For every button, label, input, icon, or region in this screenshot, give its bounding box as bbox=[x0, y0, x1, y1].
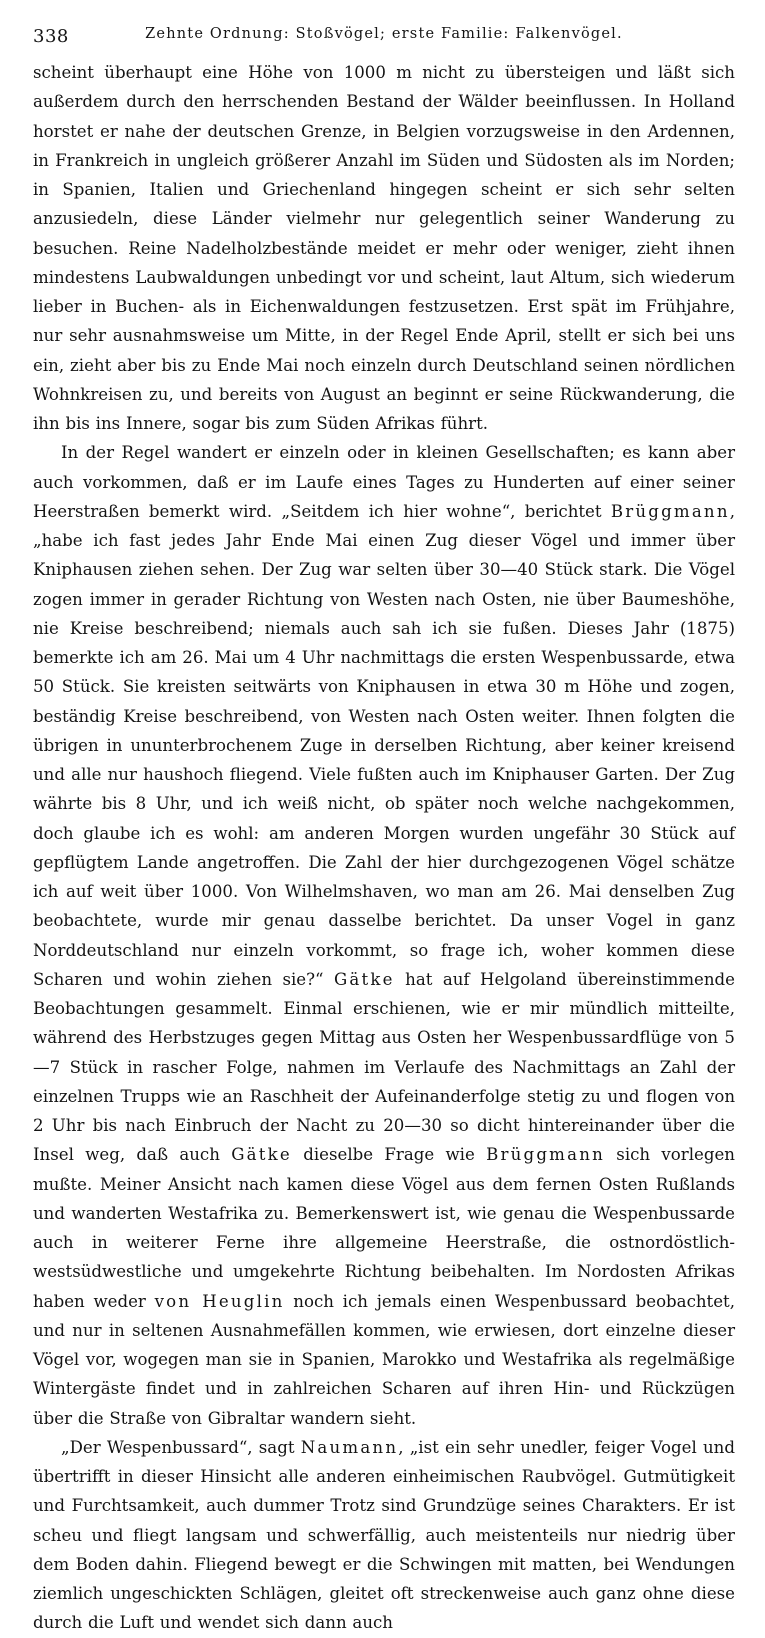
author-name-brueggmann: Brüggmann bbox=[610, 501, 730, 521]
paragraph-3 bbox=[33, 1433, 735, 1638]
author-name-heuglin: von Heuglin bbox=[154, 1291, 285, 1311]
paragraph-2-text-a: In der Regel wandert er einzeln oder in kleinen Gesellschaften; es kann aber auch vorkommen, daß er im Laufe eines Tages zu Hunderten auf einer seiner Heerstraßen bemerkt wird. „Seitdem ich hier wohne“, berichtet bbox=[33, 443, 735, 521]
author-name-gaetke: Gätke bbox=[333, 969, 395, 989]
author-name-brueggmann-2: Brüggmann bbox=[486, 1145, 605, 1165]
running-head bbox=[33, 22, 735, 52]
paragraph-2-text-b: , „habe ich fast jedes Jahr Ende Mai einen Zug dieser Vögel und immer über Kniphausen ziehen sehen. Der Zug war selten über 30—40 Stück stark. Die Vögel zogen immer in gerader Richtung von Westen nach Osten, nie über Baumeshöhe, nie Kreise beschreibend; niemals auch sah ich sie fußen. Dieses Jahr (1875) bemerkte ich am 26. Mai um 4 Uhr nachmittags die ersten Wespenbussarde, etwa 50 Stück. Sie kreisten seitwärts von Kniphausen in etwa 30 m Höhe und zogen, beständig Kreise beschreibend, von Westen nach Osten weiter. Ihnen folgten die übrigen in ununterbrochenem Zuge in derselben Richtung, aber keiner kreisend und alle nur haushoch fliegend. Viele fußten auch im Kniphauser Garten. Der Zug währte bis 8 Uhr, und ich weiß nicht, ob später noch welche nachgekommen, doch glaube ich es wohl: am anderen Morgen wurden ungefähr 30 Stück auf gepflügtem Lande angetroffen. Die Zahl der hier durchgezogenen Vögel schätze ich auf weit über 1000. Von Wilhelmshaven, wo man am 26. Mai denselben Zug beobachtete, wurde mir genau dasselbe berichtet. Da unser Vogel in ganz Norddeutschland nur einzeln vorkommt, so frage ich, woher kommen diese Scharen und wohin ziehen sie?“ bbox=[33, 501, 735, 989]
paragraph-2-text-d: dieselbe Frage wie bbox=[291, 1145, 487, 1165]
author-name-naumann: Naumann bbox=[300, 1437, 399, 1457]
paragraph-2-text-e: sich vorlegen mußte. Meiner Ansicht nach kamen diese Vögel aus dem fernen Osten Rußlands und wanderten Westafrika zu. Bemerkenswert ist, wie genau die Wespenbussarde auch in weiterer Ferne ihre allgemeine Heerstraße, die ostnordöstlich-westsüdwestliche und umgekehrte Richtung beibehalten. Im Nordosten Afrikas haben weder bbox=[33, 1145, 735, 1311]
author-name-gaetke-2: Gätke bbox=[231, 1145, 292, 1165]
paragraph-1: scheint überhaupt eine Höhe von 1000 m nicht zu übersteigen und läßt sich außerdem durch den herrschenden Bestand der Wälder beeinflussen. In Holland horstet er nahe der deutschen Grenze, in Belgien vorzugsweise in den Ardennen, in Frankreich in ungleich größerer Anzahl im Süden und Südosten als im Norden; in Spanien, Italien und Griechenland hingegen scheint er sich sehr selten anzusiedeln, diese Länder vielmehr nur gelegentlich seiner Wanderung zu besuchen. Reine Nadelholzbestände meidet er mehr oder weniger, zieht ihnen mindestens Laubwaldungen unbedingt vor und scheint, laut Altum, sich wiederum lieber in Buchen- als in Eichenwaldungen festzusetzen. Erst spät im Frühjahre, nur sehr ausnahmsweise um Mitte, in der Regel Ende April, stellt er sich bei uns ein, zieht aber bis zu Ende Mai noch einzeln durch Deutschland seinen nördlichen Wohnkreisen zu, und bereits von August an beginnt er seine Rückwanderung, die ihn bis ins Innere, sogar bis zum Süden Afrikas führt. bbox=[33, 63, 735, 433]
paragraph-2-text-c: hat auf Helgoland übereinstimmende Beobachtungen gesammelt. Einmal erschienen, wie er mir mündlich mitteilte, während des Herbstzuges gegen Mittag aus Osten her Wespenbussardflüge von 5—7 Stück in rascher Folge, nahmen im Verlaufe des Nachmittags an Zahl der einzelnen Trupps wie an Raschheit der Aufeinanderfolge stetig zu und flogen von 2 Uhr bis nach Einbruch der Nacht zu 20—30 so dicht hintereinander über die Insel weg, daß auch bbox=[33, 969, 736, 1165]
running-title: Zehnte Ordnung: Stoßvögel; erste Familie: Falkenvögel. bbox=[145, 26, 623, 42]
body-text bbox=[33, 58, 735, 1638]
paragraph-2 bbox=[33, 438, 735, 1433]
page-number: 338 bbox=[33, 26, 69, 47]
paragraph-3-text-b: , „ist ein sehr unedler, feiger Vogel und übertrifft in dieser Hinsicht alle anderen einheimischen Raubvögel. Gutmütigkeit und Furchtsamkeit, auch dummer Trotz sind Grundzüge seines Charakters. Er ist scheu und fliegt langsam und schwerfällig, auch meistenteils nur niedrig über dem Boden dahin. Fliegend bewegt er die Schwingen mit matten, bei Wendungen ziemlich ungeschickten Schlägen, gleitet oft streckenweise auch ganz ohne diese durch die Luft und wendet sich dann auch bbox=[33, 1437, 735, 1633]
paragraph-2-text-f: noch ich jemals einen Wespenbussard beobachtet, und nur in seltenen Ausnahmefällen kommen, wie erwiesen, dort einzelne dieser Vögel vor, wogegen man sie in Spanien, Marokko und Westafrika als regelmäßige Wintergäste findet und in zahlreichen Scharen auf ihren Hin- und Rückzügen über die Straße von Gibraltar wandern sieht. bbox=[33, 1291, 735, 1428]
paragraph-3-text-a: „Der Wespenbussard“, sagt bbox=[61, 1437, 301, 1457]
